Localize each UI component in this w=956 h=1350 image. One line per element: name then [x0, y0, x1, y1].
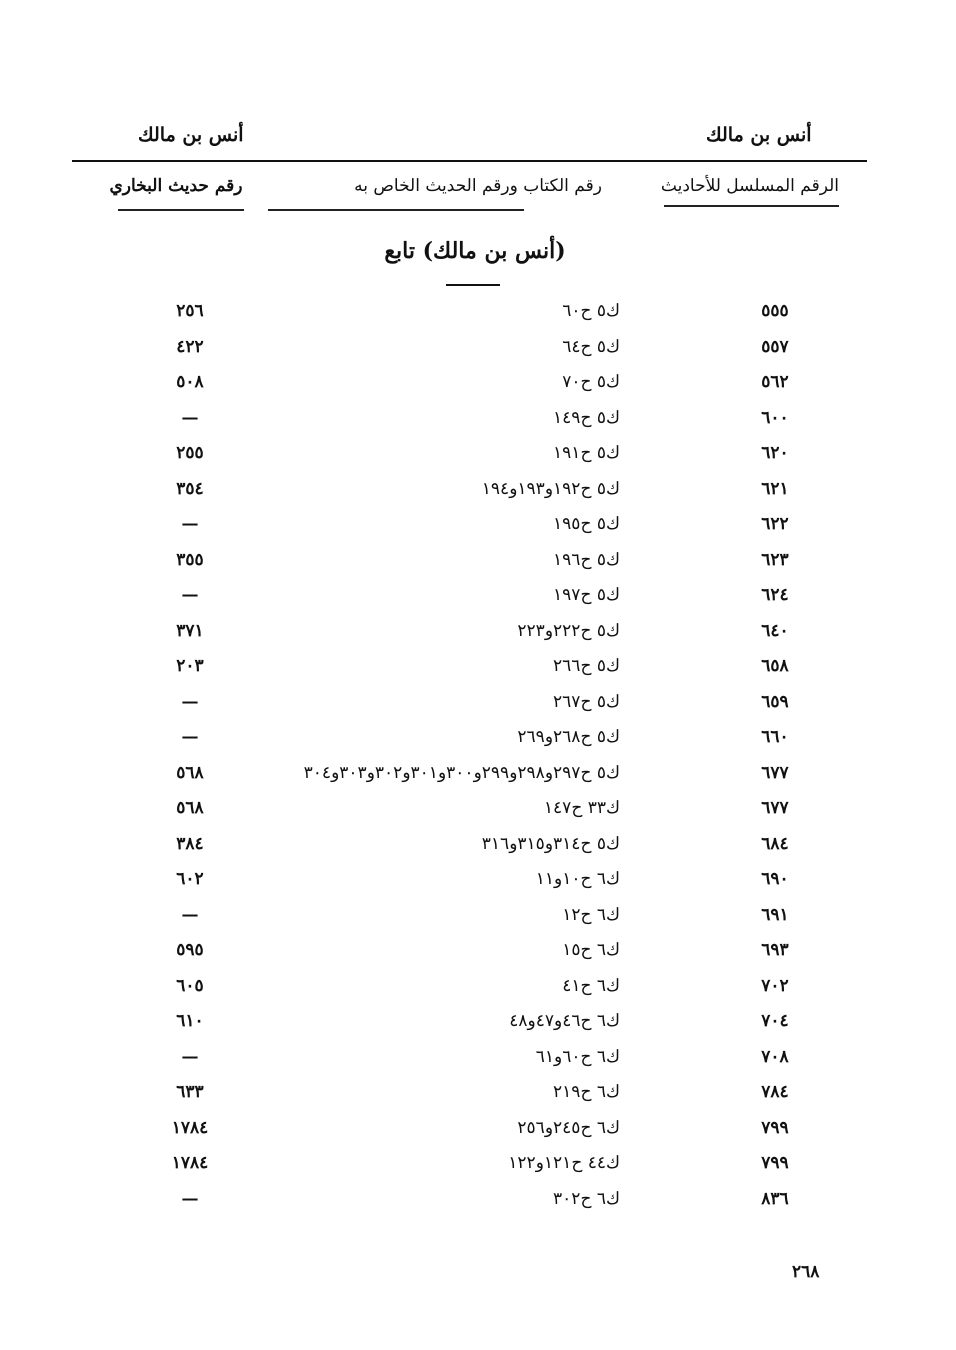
bukhari-number-cell: ٣٧١: [176, 620, 204, 641]
table-row: [0, 972, 956, 1008]
bukhari-number-cell: ٢٥٥: [176, 443, 204, 463]
bukhari-number-cell: ٦٠٥: [176, 975, 204, 996]
serial-number-cell: ٥٥٥: [761, 301, 789, 321]
book-hadith-cell: ك٤٤ ح١٢١و١٢٢: [508, 1153, 620, 1173]
column-header-serial-underline: [664, 205, 839, 207]
table-row: [0, 936, 956, 972]
bukhari-number-cell: ٣٥٤: [176, 478, 204, 499]
serial-number-cell: ٦٩٠: [761, 869, 789, 889]
serial-number-cell: ٦٢٤: [761, 585, 789, 605]
column-header-serial: الرقم المسلسل للأحاديث: [660, 176, 839, 196]
table-row: [0, 794, 956, 830]
book-hadith-cell: ك٥ ح٦٤: [562, 336, 620, 357]
table-row: [0, 830, 956, 866]
serial-number-cell: ٦٥٩: [761, 691, 789, 712]
book-hadith-cell: ك٥ ح١٩٢و١٩٣و١٩٤: [481, 478, 620, 499]
book-hadith-cell: ك٦ ح٣٠٢: [553, 1188, 620, 1209]
bukhari-number-cell: —: [181, 1188, 199, 1209]
bukhari-number-cell: ٣٨٤: [176, 833, 204, 854]
book-hadith-cell: ك٥ ح٣١٤و٣١٥و٣١٦: [481, 833, 620, 854]
column-header-book: رقم الكتاب ورقم الحديث الخاص به: [354, 176, 602, 196]
bukhari-number-cell: ٣٥٥: [176, 549, 204, 570]
book-hadith-cell: ك٥ ح١٤٩: [553, 407, 620, 428]
serial-number-cell: ٨٣٦: [761, 1188, 789, 1209]
running-header-right: أنس بن مالك: [706, 124, 812, 146]
table-row: [0, 1043, 956, 1079]
serial-number-cell: ٦٥٨: [761, 656, 789, 676]
book-hadith-cell: ك٦ ح٤١: [562, 975, 620, 996]
header-rule: [72, 160, 867, 162]
table-row: [0, 865, 956, 901]
table-row: [0, 688, 956, 724]
table-row: [0, 510, 956, 546]
table-row: [0, 439, 956, 475]
table-row: [0, 901, 956, 937]
page-number: ٢٦٨: [792, 1262, 820, 1282]
serial-number-cell: ٦٦٠: [761, 727, 789, 747]
table-row: [0, 1078, 956, 1114]
book-hadith-cell: ك٦ ح٤٦و٤٧و٤٨: [509, 1011, 620, 1031]
book-hadith-cell: ك٥ ح٢٦٨و٢٦٩: [517, 727, 620, 747]
bukhari-number-cell: —: [181, 727, 199, 747]
serial-number-cell: ٧٠٤: [761, 1011, 789, 1031]
bukhari-number-cell: ١٧٨٤: [171, 1153, 209, 1173]
serial-number-cell: ٦٢١: [761, 478, 789, 499]
serial-number-cell: ٦٩٣: [761, 940, 789, 960]
book-hadith-cell: ك٦ ح١٥: [562, 940, 620, 960]
column-header-bukhari-underline: [118, 209, 244, 211]
serial-number-cell: ٧٠٨: [761, 1046, 789, 1067]
table-row: [0, 759, 956, 795]
book-hadith-cell: ك٦ ح١٢: [562, 904, 620, 925]
serial-number-cell: ٦٢٣: [761, 549, 789, 570]
serial-number-cell: ٧٠٢: [761, 975, 789, 996]
book-hadith-cell: ك٣٣ ح١٤٧: [543, 798, 620, 818]
bukhari-number-cell: ٦٣٣: [176, 1082, 204, 1102]
table-row: [0, 1185, 956, 1221]
table-row: [0, 1007, 956, 1043]
bukhari-number-cell: —: [181, 407, 199, 428]
section-title: (أنس بن مالك) تابع: [384, 238, 566, 264]
book-hadith-cell: ك٥ ح٧٠: [562, 372, 620, 392]
serial-number-cell: ٧٩٩: [761, 1117, 789, 1138]
book-hadith-cell: ك٥ ح١٩١: [553, 443, 620, 463]
serial-number-cell: ٥٥٧: [761, 336, 789, 357]
book-hadith-cell: ك٥ ح٢٩٧و٢٩٨و٢٩٩و٣٠٠و٣٠١و٣٠٢و٣٠٣و٣٠٤: [303, 762, 620, 783]
column-header-book-underline: [268, 209, 524, 211]
book-hadith-cell: ك٥ ح١٩٧: [553, 585, 620, 605]
book-hadith-cell: ك٥ ح٢٦٧: [553, 691, 620, 712]
table-row: [0, 723, 956, 759]
running-header-left: أنس بن مالك: [138, 124, 244, 146]
book-hadith-cell: ك٥ ح١٩٦: [553, 549, 620, 570]
serial-number-cell: ٦٩١: [761, 904, 789, 925]
bukhari-number-cell: ٤٢٢: [176, 336, 204, 357]
bukhari-number-cell: ٢٠٣: [176, 656, 204, 676]
serial-number-cell: ٥٦٢: [761, 372, 789, 392]
table-row: [0, 368, 956, 404]
book-hadith-cell: ك٦ ح٢٤٥و٢٥٦: [517, 1117, 620, 1138]
table-row: [0, 333, 956, 369]
bukhari-number-cell: ٢٥٦: [176, 301, 204, 321]
book-hadith-cell: ك٦ ح١٠و١١: [535, 869, 620, 889]
table-row: [0, 297, 956, 333]
table-row: [0, 1149, 956, 1185]
column-header-bukhari: رقم حديث البخاري: [109, 176, 243, 196]
bukhari-number-cell: —: [181, 514, 199, 534]
bukhari-number-cell: ٦٠٢: [176, 869, 204, 889]
serial-number-cell: ٧٨٤: [761, 1082, 789, 1102]
serial-number-cell: ٦٠٠: [761, 407, 789, 428]
bukhari-number-cell: ٦١٠: [176, 1011, 204, 1031]
serial-number-cell: ٦٧٧: [761, 798, 789, 818]
book-hadith-cell: ك٥ ح١٩٥: [553, 514, 620, 534]
table-row: [0, 1114, 956, 1150]
book-hadith-cell: ك٥ ح٢٦٦: [553, 656, 620, 676]
serial-number-cell: ٦٤٠: [761, 620, 789, 641]
serial-number-cell: ٧٩٩: [761, 1153, 789, 1173]
book-hadith-cell: ك٦ ح٢١٩: [553, 1082, 620, 1102]
table-row: [0, 546, 956, 582]
section-title-rule: [446, 284, 500, 286]
serial-number-cell: ٦٢٢: [761, 514, 789, 534]
bukhari-number-cell: —: [181, 904, 199, 925]
bukhari-number-cell: ٥٩٥: [176, 940, 204, 960]
serial-number-cell: ٦٨٤: [761, 833, 789, 854]
bukhari-number-cell: —: [181, 585, 199, 605]
table-row: [0, 581, 956, 617]
bukhari-number-cell: ٥٦٨: [176, 762, 204, 783]
book-hadith-cell: ك٥ ح٦٠: [562, 301, 620, 321]
bukhari-number-cell: —: [181, 1046, 199, 1067]
hadith-table: [0, 297, 956, 1220]
bukhari-number-cell: ١٧٨٤: [171, 1117, 209, 1138]
book-hadith-cell: ك٥ ح٢٢٢و٢٢٣: [517, 620, 620, 641]
table-row: [0, 404, 956, 440]
serial-number-cell: ٦٢٠: [761, 443, 789, 463]
bukhari-number-cell: —: [181, 691, 199, 712]
table-row: [0, 475, 956, 511]
table-row: [0, 617, 956, 653]
table-row: [0, 652, 956, 688]
bukhari-number-cell: ٥٦٨: [176, 798, 204, 818]
serial-number-cell: ٦٧٧: [761, 762, 789, 783]
book-hadith-cell: ك٦ ح٦٠و٦١: [535, 1046, 620, 1067]
bukhari-number-cell: ٥٠٨: [176, 372, 204, 392]
